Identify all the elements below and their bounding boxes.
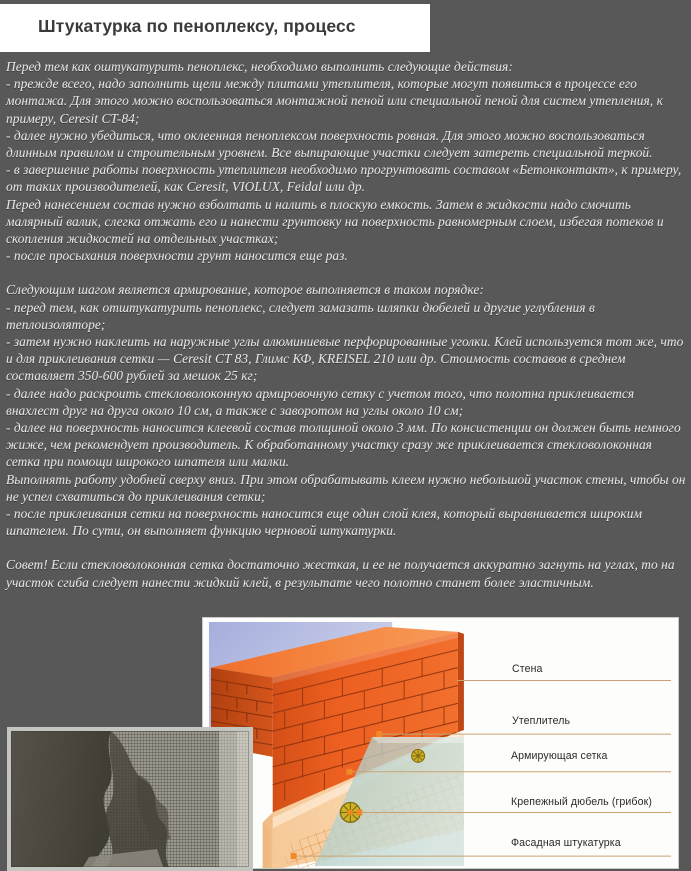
anchor-marker-plaster <box>291 853 297 859</box>
paragraph-2: - далее нужно убедиться, что оклеенная пеноплексом поверхность ровная. Для этого можно воспользоваться длинным правилом и строительным уровнем. Все выпирающие участки следует затереть специальной теркой. <box>6 127 653 161</box>
diagram-label-reinforcing-mesh: Армирующая сетка <box>511 750 608 762</box>
paragraph-8: - затем нужно наклеить на наружные углы алюминиевые перфорированные уголки. Клей используется тот же, что и для приклеивания сетки — Ceresit CT 83, Глимс КФ, KREISEL 210 или др. Стоимость составов в среднем составляет 350-600 рублей за мешок 25 кг; <box>6 334 684 384</box>
mesh-adhesive-photo <box>7 727 253 871</box>
paragraph-6: Следующим шагом является армирование, которое выполняется в таком порядке: <box>6 282 484 298</box>
diagram-label-facade-plaster: Фасадная штукатурка <box>511 837 621 849</box>
adhesive-area <box>11 731 112 867</box>
paragraph-gap-2 <box>6 539 688 556</box>
mesh-adhesive-photo-image <box>11 731 249 867</box>
paragraph-13: Совет! Если стекловолоконная сетка достаточно жесткая, и ее не получается аккуратно загнуть на углах, то на участок сгиба следует нанести жидкий клей, в результате чего полотно станет более эластичным. <box>6 557 675 590</box>
anchor-marker-dowel <box>356 809 362 815</box>
diagram-label-fastening-dowel: Крепежный дюбель (грибок) <box>511 796 652 808</box>
paragraph-11: Выполнять работу удобней сверху вниз. При этом обрабатывать клеем нужно небольшой участок стены, чтобы он не успел схватиться до приклеивания сетки; <box>6 471 686 504</box>
paragraph-gap-1 <box>6 264 688 281</box>
paragraph-1: - прежде всего, надо заполнить щели между плитами утеплителя, которые могут появиться в процессе его монтажа. Для этого можно воспользоваться монтажной пеной или специальной пеной для систем утепления, к примеру, Ceresit CT-84; <box>6 76 663 126</box>
title-banner <box>0 4 430 52</box>
diagram-label-wall: Стена <box>512 663 543 675</box>
paragraph-4: Перед нанесением состав нужно взболтать и налить в плоскую емкость. Затем в жидкости надо смочить малярный валик, слегка отжать его и нанести грунтовку на поверхность равномерным слоем, избегая потеков и скопления жидкостей на отдельных участках; <box>6 196 664 247</box>
article-body <box>6 58 688 591</box>
paragraph-12: - после приклеивания сетки на поверхность наносится еще один слой клея, который выравнивается широким шпателем. По сути, он выполняет функцию черновой штукатурки. <box>6 506 643 539</box>
anchor-marker-mesh <box>346 769 352 775</box>
wall-insulation-illustration <box>203 618 678 868</box>
wall-insulation-diagram <box>202 617 679 869</box>
paragraph-3: - в завершение работы поверхность утеплителя необходимо прогрунтовать составом «Бетонконтакт», к примеру, от таких производителей, как Ceresit, VIOLUX, Feidal или др. <box>6 162 682 195</box>
paragraph-7: - перед тем, как отштукатурить пеноплекс, следует замазать шляпки дюбелей и другие углубления в теплоизоляторе; <box>6 299 595 332</box>
paragraph-9: - далее надо раскроить стекловолоконную армировочную сетку с учетом того, что полотна приклеивается внахлест друг на друга около 10 см, а также с заворотом на углы около 10 см; <box>6 385 635 418</box>
paragraph-5: - после просыхания поверхности грунт наносится еще раз. <box>6 248 348 264</box>
anchor-marker-insulation <box>376 731 382 737</box>
paragraph-0: Перед тем как оштукатурить пеноплекс, необходимо выполнить следующие действия: <box>6 59 513 74</box>
paragraph-10: - далее на поверхность наносится клеевой состав толщиной около 3 мм. По консистенции он должен быть немного жиже, чем рекомендует производитель. К обработанному участку сразу же приклеивается стекловолоконная сетка при помощи широкого шпателя или малки. <box>6 420 681 470</box>
page-title: Штукатурка по пеноплексу, процесс <box>38 16 356 36</box>
diagram-label-insulation: Утеплитель <box>512 715 571 727</box>
